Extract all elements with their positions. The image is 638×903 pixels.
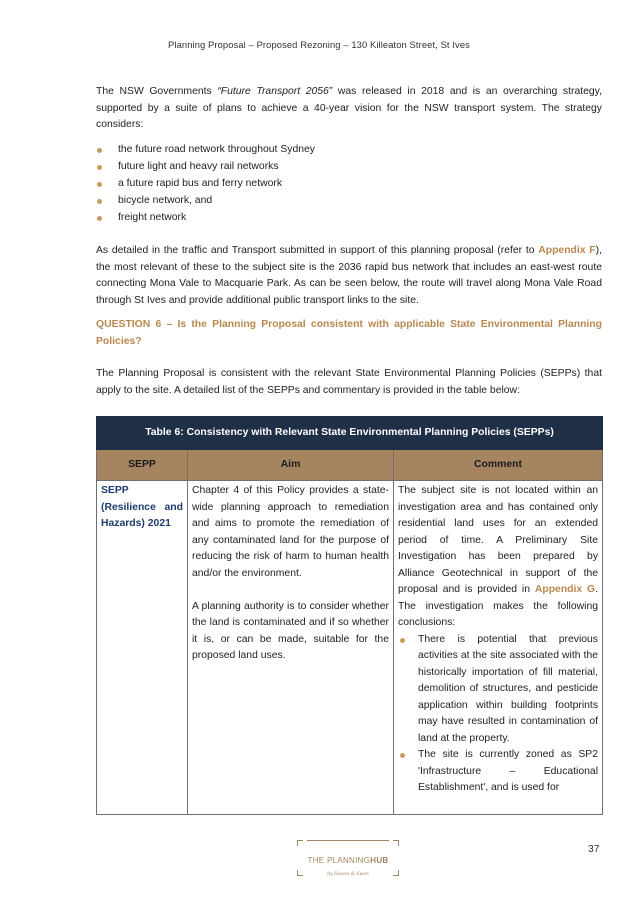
intro-text-pre: The NSW Governments: [96, 86, 218, 97]
intro-text-post: was released in 2018 and is an overarching strategy, supported by a suite of plans to achieve a 40-year vision for the NSW transport system. The strategy considers:: [96, 86, 602, 130]
list-item: future light and heavy rail networks: [96, 159, 602, 176]
conclusions-list: [398, 632, 598, 797]
answer-text: The Planning Proposal is consistent with the relevant State Environmental Planning Policies (SEPPs) that apply to the site. A detailed list of the SEPPs and commentary is provided in the table below:: [96, 368, 602, 396]
traffic-text-pre: As detailed in the traffic and Transport submitted in support of this planning proposal (refer to: [96, 245, 539, 256]
logo-tagline: by Hawes & Swan: [327, 872, 369, 877]
list-item: freight network: [96, 210, 602, 227]
table-row: [97, 481, 603, 815]
page-header: Planning Proposal – Proposed Rezoning – 130 Killeaton Street, St Ives: [168, 39, 470, 50]
comment-text-pre: The subject site is not located within an investigation area and has contained only residential land uses for an extended period of time. A Preliminary Site Investigation has been prepared by Alliance Geotechnical in support of the proposal and is provided in: [398, 485, 599, 595]
table-caption: Table 6: Consistency with Relevant State Environmental Planning Policies (SEPPs): [97, 417, 603, 450]
list-item: the future road network throughout Sydney: [96, 142, 602, 159]
comment-cell: [394, 481, 603, 815]
comment-text-post: . The investigation makes the following conclusions:: [398, 584, 599, 628]
question-heading: [96, 317, 602, 350]
question-6: QUESTION 6 – Is the Planning Proposal consistent with applicable State Environmental Planning Policies?: [96, 319, 602, 347]
aim-paragraph-1: Chapter 4 of this Policy provides a state-wide planning approach to remediation and aims to promote the remediation of any contaminated land for the purpose of reducing the risk of harm to human health and/or the environment.: [192, 485, 389, 579]
logo-name: THE PLANNING: [307, 856, 371, 865]
logo-name-bold: HUB: [370, 856, 389, 865]
list-item: a future rapid bus and ferry network: [96, 176, 602, 193]
column-header-aim: Aim: [188, 450, 394, 481]
appendix-g-link[interactable]: Appendix G: [534, 584, 596, 595]
aim-cell: [188, 481, 394, 815]
considers-list: [96, 142, 602, 227]
sepp-consistency-table: [96, 416, 603, 815]
list-item: bicycle network, and: [96, 193, 602, 210]
future-transport-title: “Future Transport 2056”: [217, 86, 333, 97]
appendix-f-link[interactable]: Appendix F: [538, 245, 596, 256]
list-item: There is potential that previous activities at the site associated with the historically importation of fill material, demolition of structures, and pesticide application within building footprints may have resulted in contamination of land at the property.: [398, 632, 598, 748]
traffic-paragraph: [96, 243, 602, 309]
traffic-text-post: ), the most relevant of these to the subject site is the 2036 rapid bus network that includes an east-west route connecting Mona Vale to Macquarie Park. As can be seen below, the route will travel along Mona Vale Road through St Ives and provide additional public transport links to the site.: [96, 245, 602, 306]
answer-paragraph: [96, 366, 602, 399]
intro-paragraph: [96, 84, 602, 134]
aim-paragraph-2: A planning authority is to consider whether the land is contaminated and if so whether it is, or can be made, suitable for the proposed land uses.: [192, 600, 389, 661]
list-item: The site is currently zoned as SP2 'Infrastructure – Educational Establishment', and is used for: [398, 747, 598, 797]
column-header-comment: Comment: [394, 450, 603, 481]
sepp-name-cell: SEPP (Resilience and Hazards) 2021: [97, 481, 188, 815]
planning-hub-logo: [297, 840, 399, 876]
column-header-sepp: SEPP: [97, 450, 188, 481]
page-number: 37: [588, 844, 600, 855]
